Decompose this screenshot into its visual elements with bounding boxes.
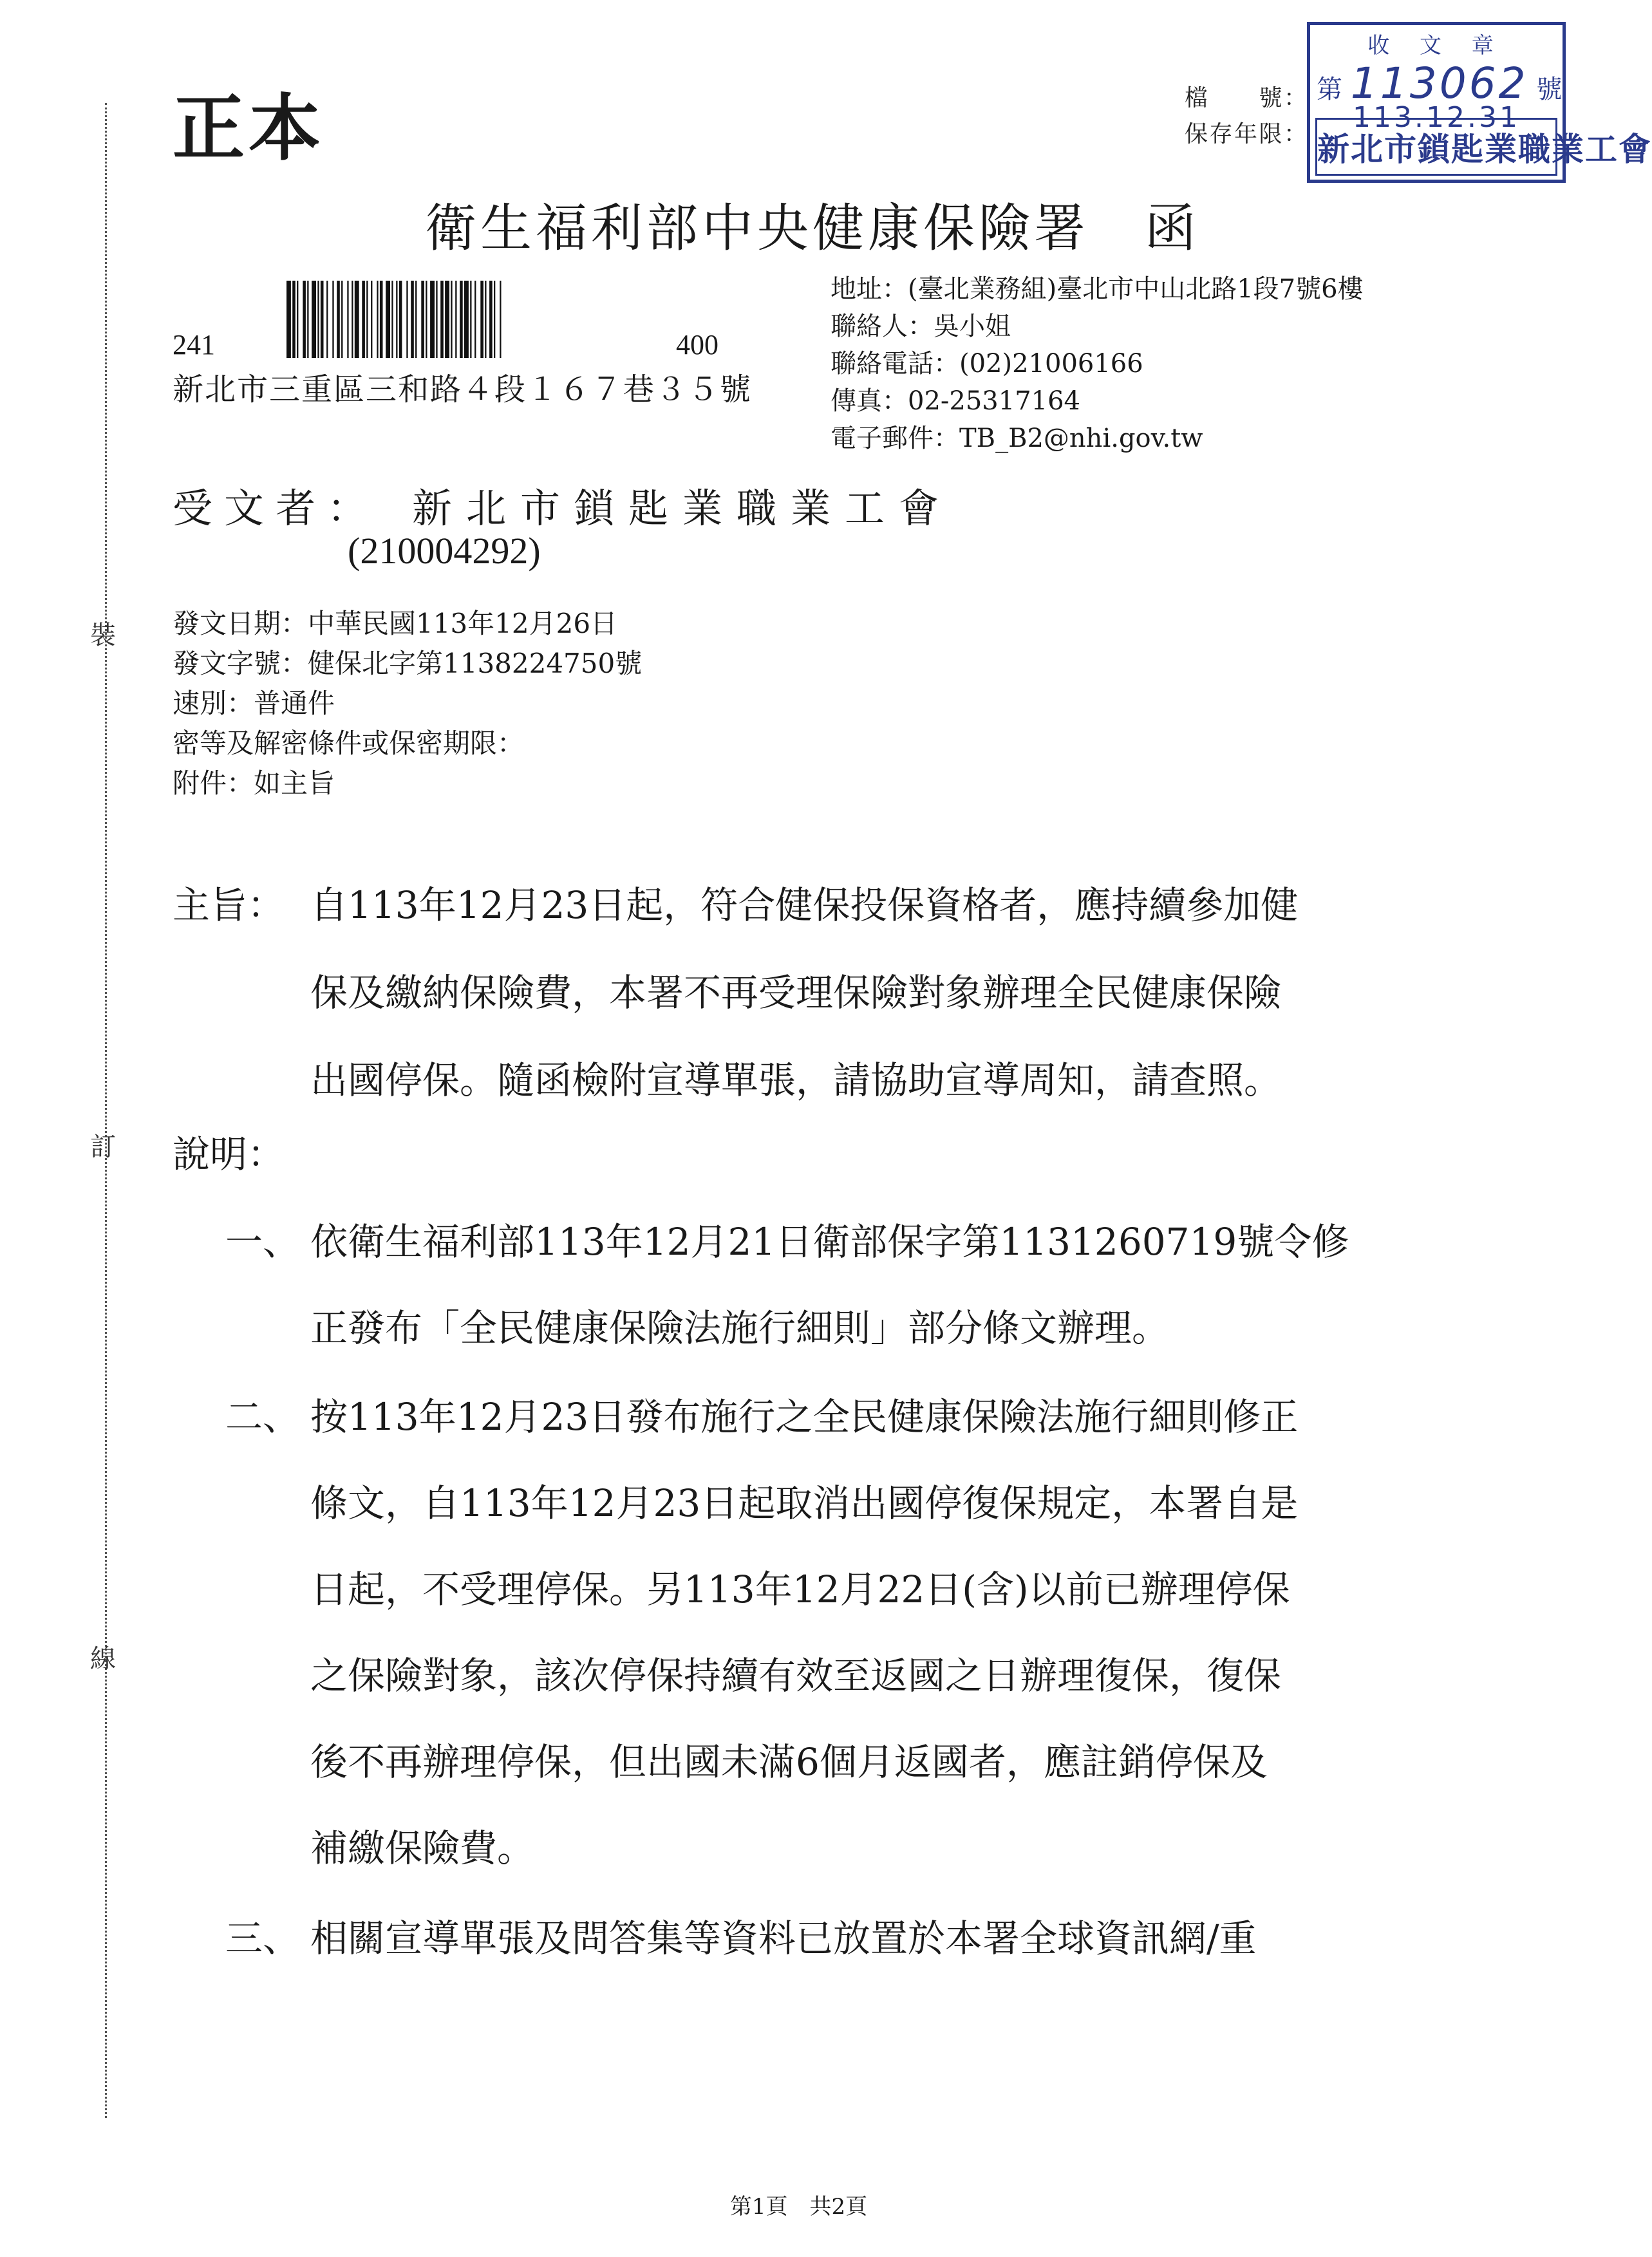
item-marker: 三、: [225, 1916, 301, 1960]
contact-person: 聯絡人：吳小姐: [831, 312, 1011, 341]
issue-date: 發文日期：中華民國113年12月26日: [173, 608, 618, 639]
recipient-name: 新北市鎖匙業職業工會: [412, 485, 953, 532]
subject-section: [173, 861, 1298, 1124]
item-line: 補繳保險費。: [310, 1826, 535, 1870]
subject-line: 出國停保。隨函檢附宣導單張，請協助宣導周知，請查照。: [310, 1058, 1282, 1102]
stamp-suffix: 號: [1536, 75, 1563, 104]
file-number-label: 檔 號：: [1185, 85, 1307, 111]
item-line: 相關宣導單張及問答集等資料已放置於本署全球資訊網/重: [310, 1916, 1257, 1960]
file-info: [1185, 80, 1307, 153]
item-marker: 一、: [225, 1220, 301, 1264]
binding-mark-xian: 線: [90, 1644, 116, 1674]
subject-line: 自113年12月23日起，符合健保投保資格者，應持續參加健: [310, 883, 1299, 927]
stamp-number: 113062: [1350, 59, 1528, 108]
item-line: 正發布「全民健康保險法施行細則」部分條文辦理。: [310, 1306, 1170, 1350]
item-line: 按113年12月23日發布施行之全民健康保險法施行細則修正: [310, 1395, 1299, 1439]
barcode: [286, 281, 660, 358]
stamp-prefix: 第: [1317, 75, 1342, 104]
binding-mark-ding: 訂: [90, 1132, 116, 1162]
delivery-speed: 速別：普通件: [173, 688, 335, 719]
subject-label: 主旨：: [173, 883, 285, 927]
page-footer: 第1頁 共2頁: [729, 2194, 868, 2220]
stamp-date: 113.12.31: [1353, 101, 1520, 134]
retention-label: 保存年限：: [1185, 121, 1307, 147]
explanation-item-3: [225, 1895, 1257, 1981]
explanation-label: 說明：: [173, 1132, 285, 1176]
stamp-organization: 新北市鎖匙業職業工會: [1315, 118, 1557, 176]
item-line: 日起，不受理停保。另113年12月22日(含)以前已辦理停保: [310, 1568, 1290, 1611]
postal-code-left: 241: [173, 329, 215, 361]
recipient-address: 新北市三重區三和路４段１６７巷３５號: [173, 371, 753, 407]
recipient-code: (210004292): [348, 530, 541, 572]
contact-email: 電子郵件：TB_B2@nhi.gov.tw: [831, 424, 1203, 453]
explanation-item-1: [225, 1199, 1349, 1371]
attachment: 附件：如主旨: [173, 767, 335, 799]
document-metadata: [173, 604, 642, 803]
contact-fax: 傳真：02-25317164: [831, 386, 1081, 416]
recipient-label: 受文者：: [173, 485, 379, 532]
stamp-title: 收 文 章: [1367, 33, 1505, 59]
item-line: 後不再辦理停保，但出國未滿6個月返國者，應註銷停保及: [310, 1740, 1268, 1784]
received-stamp: [1307, 22, 1652, 183]
binding-mark-zhuang: 裝: [90, 621, 116, 650]
sender-contacts: [831, 270, 1364, 457]
contact-address: 地址：(臺北業務組)臺北市中山北路1段7號6樓: [831, 274, 1364, 304]
document-title: 衛生福利部中央健康保險署 函: [425, 198, 1200, 258]
copy-label: 正本: [173, 86, 324, 171]
binding-line: [105, 103, 107, 2118]
contact-phone: 聯絡電話：(02)21006166: [831, 349, 1143, 379]
item-line: 條文，自113年12月23日起取消出國停復保規定，本署自是: [310, 1481, 1299, 1525]
item-marker: 二、: [225, 1395, 301, 1439]
classification: 密等及解密條件或保密期限：: [173, 727, 525, 759]
subject-line: 保及繳納保險費，本署不再受理保險對象辦理全民健康保險: [310, 971, 1282, 1015]
explanation-item-2: [225, 1374, 1298, 1891]
postal-code-right: 400: [676, 329, 718, 361]
document-number: 發文字號：健保北字第1138224750號: [173, 648, 643, 679]
item-line: 之保險對象，該次停保持續有效至返國之日辦理復保，復保: [310, 1654, 1282, 1698]
item-line: 依衛生福利部113年12月21日衛部保字第1131260719號令修: [310, 1220, 1349, 1264]
